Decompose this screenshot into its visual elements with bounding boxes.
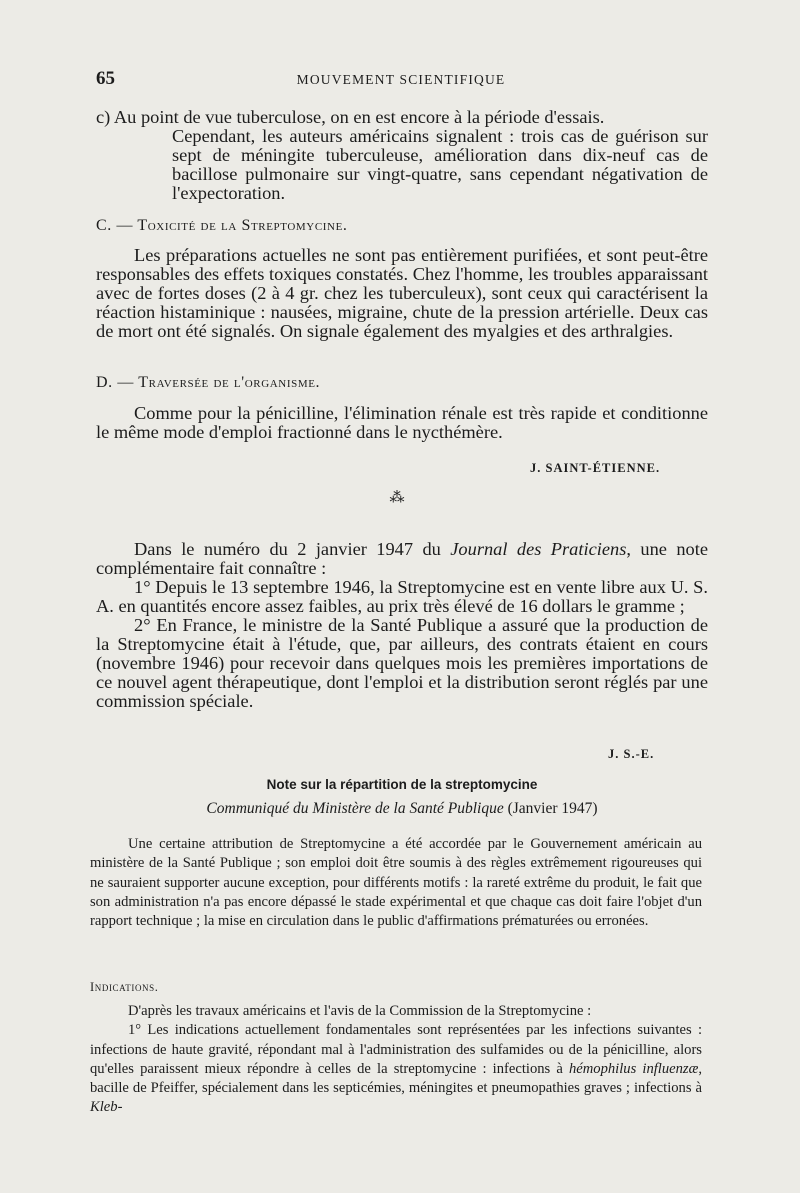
indications-point-1 (90, 1021, 702, 1117)
journal-note-body (96, 540, 708, 711)
section-c-paragraph: Les préparations actuelles ne sont pas entièrement purifiées, et sont peut-être responsables des effets toxiques constatés. Chez l'homme, les troubles apparaissant avec de fortes doses (2 à 4 gr. chez les tuberculeux), sont ceux qui caractérisent la réaction histaminique : nausées, migraine, chute de la pression artérielle. Deux cas de mort ont été signalés. On signale également des myalgies et des arthralgies. (96, 245, 708, 341)
section-c-body (96, 246, 708, 341)
indications-intro: D'après les travaux américains et l'avis de la Commission de la Streptomycine : (128, 1003, 592, 1019)
signature-saint-etienne: J. SAINT-ÉTIENNE. (530, 461, 661, 475)
journal-note-point-1: 1° Depuis le 13 septembre 1946, la Streptomycine est en vente libre aux U. S. A. en quantités encore assez faibles, au prix très élevé de 16 dollars le gramme ; (96, 577, 708, 616)
indications-point-1-mid: , bacille de Pfeiffer, spécialement dans les septicémies, méningites et pneumopathies graves ; infections à (90, 1060, 702, 1097)
note-title: Note sur la répartition de la streptomycine (266, 777, 538, 792)
note-body (90, 835, 702, 931)
note-subtitle (96, 800, 708, 818)
item-c-rest: Cependant, les auteurs américains signalent : trois cas de guérison sur sept de méningite tuberculeuse, amélioration dans dix-neuf cas de bacillose pulmonaire sur vingt-quatre, sans cependant négativation de l'expectoration. (172, 126, 708, 203)
indications-species: hémophilus influenzæ (568, 1060, 699, 1077)
journal-note-intro (96, 540, 708, 578)
asterism-separator: ⁂ (389, 490, 405, 506)
journal-note-point-2: 2° En France, le ministre de la Santé Publique a assuré que la production de la Streptomycine était à l'étude, que, par ailleurs, des contrats étaient en cours (novembre 1946) pour recevoir dans quelques mois les premières importations de ce nouvel agent thérapeutique, dont l'emploi et la distribution seront réglés par une commission spéciale. (96, 615, 708, 711)
section-c-heading: C. — Toxicité de la Streptomycine. (96, 217, 348, 234)
indications-body (90, 1002, 702, 1118)
page-number: 65 (96, 68, 115, 89)
section-d-heading: D. — Traversée de l'organisme. (96, 374, 321, 391)
running-title: MOUVEMENT SCIENTIFIQUE (296, 72, 506, 87)
journal-note-intro-before: Dans le numéro du 2 janvier 1947 du (134, 539, 451, 559)
indications-point-1-start: 1° Les indications actuellement fondamentales sont représentées par les infections suivantes : infections de haute gravité, répondant mal à l'administration des sulfamides ou de la pénicilline, alors qu'elles paraissent mieux répondre à celles de la streptomycine : infections à (90, 1022, 702, 1077)
note-subtitle-date: (Janvier 1947) (503, 800, 598, 817)
note-subtitle-source: Communiqué du Ministère de la Santé Publique (206, 800, 504, 817)
item-c-tuberculosis (96, 108, 708, 203)
page-header (96, 68, 706, 92)
section-d-body (96, 404, 708, 442)
item-c-lead: c) Au point de vue tuberculose, on en est encore à la période d'essais. (96, 107, 605, 127)
note-paragraph: Une certaine attribution de Streptomycine a été accordée par le Gouvernement américain au ministère de la Santé Publique ; son emploi doit être soumis à des règles extrêmement rigoureuses qui ne sauraient supporter aucune exception, pour différents motifs : la rareté extrême du produit, le fait que son administration n'a pas encore dépassé le stade expérimental et que chaque cas doit faire l'objet d'un rapport technique ; la mise en circulation dans le public d'affirmations prématurées ou erronées. (90, 836, 702, 930)
journal-note-intro-after: , une note complémentaire fait connaître : (96, 539, 709, 578)
signature-jse: J. S.-E. (608, 747, 655, 761)
journal-title: Journal des Praticiens (450, 539, 627, 559)
indications-heading: Indications. (90, 980, 159, 994)
section-d-paragraph: Comme pour la pénicilline, l'élimination rénale est très rapide et conditionne le même mode d'emploi fractionné dans le nycthémère. (96, 403, 708, 442)
indications-point-1-end: Kleb- (90, 1099, 123, 1116)
